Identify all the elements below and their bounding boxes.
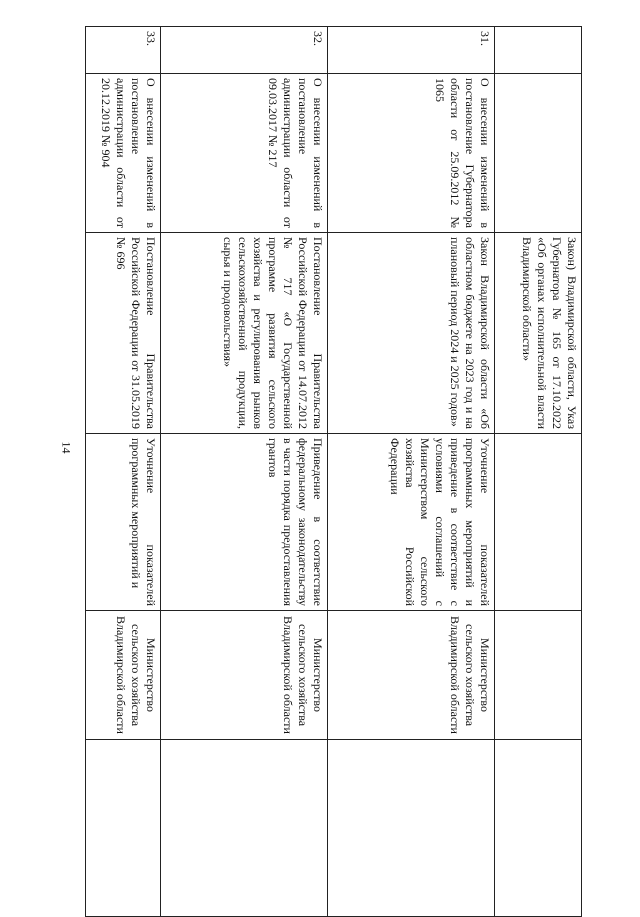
empty-cell <box>495 740 582 917</box>
legal-basis: Постановление Правительства Российской Федерации от 31.05.2019 № 696 <box>86 233 161 434</box>
act-name: О внесении изменений в постановление Губернатора области от 25.09.2012 № 1065 <box>328 74 495 233</box>
row-number: 32. <box>161 27 328 74</box>
empty-cell <box>86 740 161 917</box>
responsible-body <box>495 611 582 740</box>
adoption-reason <box>495 434 582 611</box>
empty-cell <box>161 740 328 917</box>
responsible-body: Министерство сельского хозяйства Владимирской области <box>161 611 328 740</box>
adoption-reason: Приведение в соответствие федеральному законодательству в части порядка предоставления грантов <box>161 434 328 611</box>
legal-basis: Закон) Владимирской области, Указ Губернатора № 165 от 17.10.2022 «Об органах исполнительной власти Владимирской области» <box>495 233 582 434</box>
adoption-reason: Уточнение показателей программных мероприятий и <box>86 434 161 611</box>
row-number: 33. <box>86 27 161 74</box>
responsible-body: Министерство сельского хозяйства Владимирской области <box>328 611 495 740</box>
table-row <box>161 27 328 917</box>
responsible-body: Министерство сельского хозяйства Владимирской области <box>86 611 161 740</box>
legal-basis: Закон Владимирской области «Об областном бюджете на 2023 год и на плановый период 2024 и 2025 годов» <box>328 233 495 434</box>
measures-table <box>85 26 582 917</box>
adoption-reason: Уточнение показателей программных мероприятий и приведение в соответствие с условиями соглашений с Министерством сельского хозяйства Российской Федерации <box>328 434 495 611</box>
act-name: О внесении изменений в постановление администрации области от 09.03.2017 № 217 <box>161 74 328 233</box>
act-name: О внесении изменений в постановление администрации области от 20.12.2019 № 904 <box>86 74 161 233</box>
table-row <box>86 27 161 917</box>
rotated-page-content <box>78 26 582 862</box>
legal-basis: Постановление Правительства Российской Федерации от 14.07.2012 № 717 «О Государственной программе развития сельского хозяйства и регулирования рынков сельскохозяйственной продукции, сырья и продовольствия» <box>161 233 328 434</box>
empty-cell <box>328 740 495 917</box>
row-number <box>495 27 582 74</box>
row-number: 31. <box>328 27 495 74</box>
table-row <box>328 27 495 917</box>
table-rotation-frame <box>78 26 582 862</box>
act-name <box>495 74 582 233</box>
table-row <box>495 27 582 917</box>
page-number: 14 <box>59 441 74 454</box>
